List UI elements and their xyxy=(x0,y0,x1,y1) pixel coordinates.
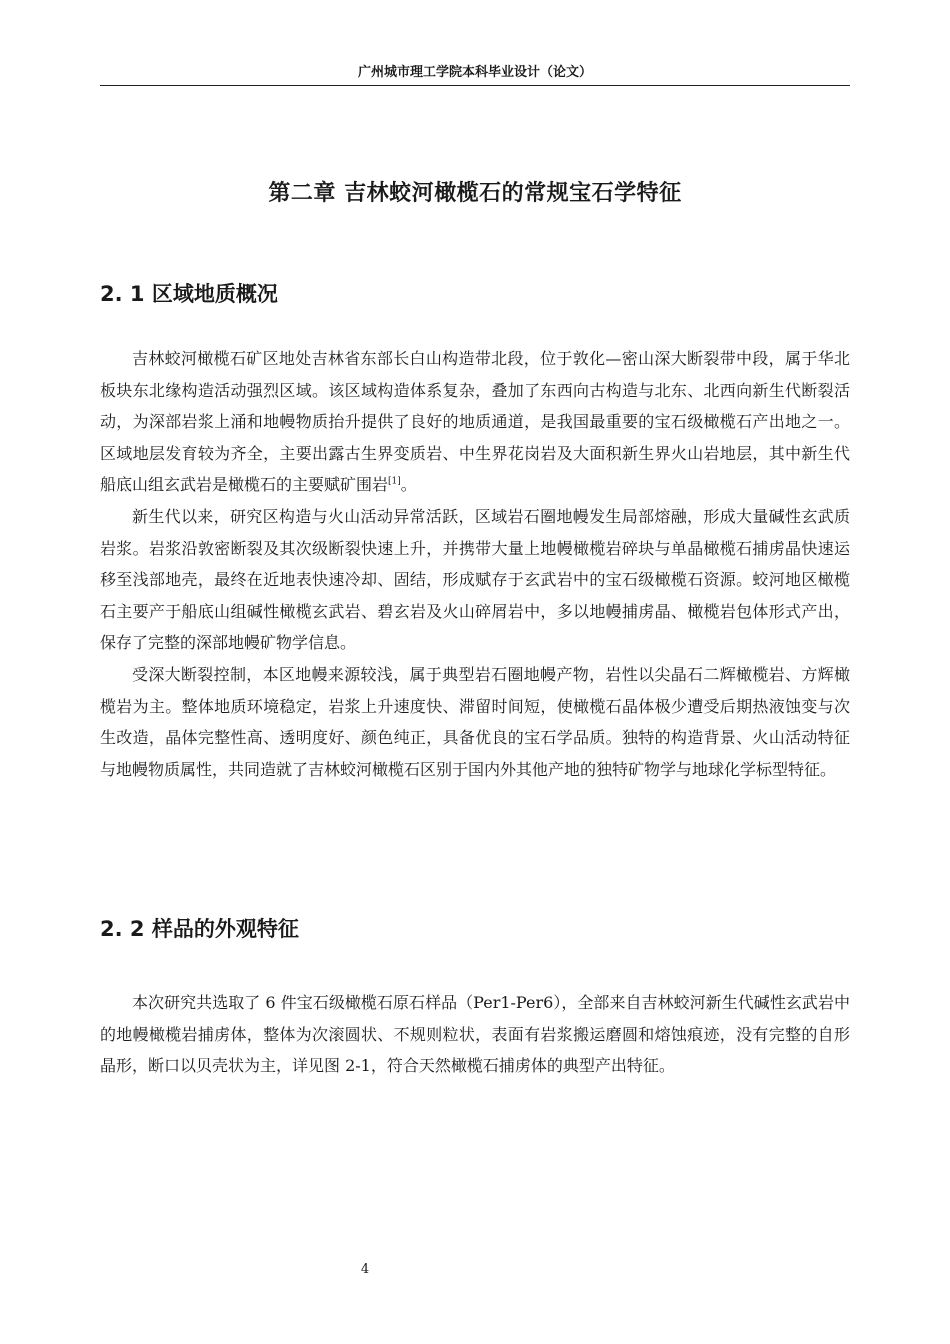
citation-reference[interactable]: [1] xyxy=(388,477,401,488)
section-body-sample-appearance xyxy=(100,987,850,1082)
header-divider xyxy=(100,85,850,86)
section-body-regional-geology xyxy=(100,343,850,785)
chapter-title: 第二章 吉林蛟河橄榄石的常规宝石学特征 xyxy=(268,181,682,206)
page-number: 4 xyxy=(360,1262,370,1277)
paragraph xyxy=(100,343,850,501)
paragraph: 本次研究共选取了 6 件宝石级橄榄石原石样品（Per1-Per6），全部来自吉林蛟河新生代碱性玄武岩中的地幔橄榄岩捕虏体，整体为次滚圆状、不规则粒状，表面有岩浆搬运磨圆和熔蚀痕迹，没有完整的自形晶形，断口以贝壳状为主，详见图 2-1，符合天然橄榄石捕虏体的典型产出特征。 xyxy=(100,993,850,1076)
running-header: 广州城市理工学院本科毕业设计（论文） xyxy=(357,65,592,80)
paragraph: 受深大断裂控制，本区地幔来源较浅，属于典型岩石圈地幔产物，岩性以尖晶石二辉橄榄岩、方辉橄榄岩为主。整体地质环境稳定，岩浆上升速度快、滞留时间短，使橄榄石晶体极少遭受后期热液蚀变与次生改造，晶体完整性高、透明度好、颜色纯正，具备优良的宝石学品质。独特的构造背景、火山活动特征与地幔物质属性，共同造就了吉林蛟河橄榄石区别于国内外其他产地的独特矿物学与地球化学标型特征。 xyxy=(100,664,850,779)
paragraph-tail: 。 xyxy=(400,475,417,495)
section-heading-regional-geology: 2. 1 区域地质概况 xyxy=(100,282,278,306)
paragraph-text: 吉林蛟河橄榄石矿区地处吉林省东部长白山构造带北段，位于敦化—密山深大断裂带中段，属于华北板块东北缘构造活动强烈区域。该区域构造体系复杂，叠加了东西向古构造与北东、北西向新生代断裂活动，为深部岩浆上涌和地幔物质抬升提供了良好的地质通道，是我国最重要的宝石级橄榄石产出地之一。区域地层发育较为齐全，主要出露古生界变质岩、中生界花岗岩及大面积新生界火山岩地层，其中新生代船底山组玄武岩是橄榄石的主要赋矿围岩 xyxy=(100,349,850,495)
section-heading-sample-appearance: 2. 2 样品的外观特征 xyxy=(100,917,299,941)
paragraph: 新生代以来，研究区构造与火山活动异常活跃，区域岩石圈地幔发生局部熔融，形成大量碱性玄武质岩浆。岩浆沿敦密断裂及其次级断裂快速上升，并携带大量上地幔橄榄岩碎块与单晶橄榄石捕虏晶快速运移至浅部地壳，最终在近地表快速冷却、固结，形成赋存于玄武岩中的宝石级橄榄石资源。蛟河地区橄榄石主要产于船底山组碱性橄榄玄武岩、碧玄岩及火山碎屑岩中，多以地幔捕虏晶、橄榄岩包体形式产出，保存了完整的深部地幔矿物学信息。 xyxy=(100,506,850,653)
